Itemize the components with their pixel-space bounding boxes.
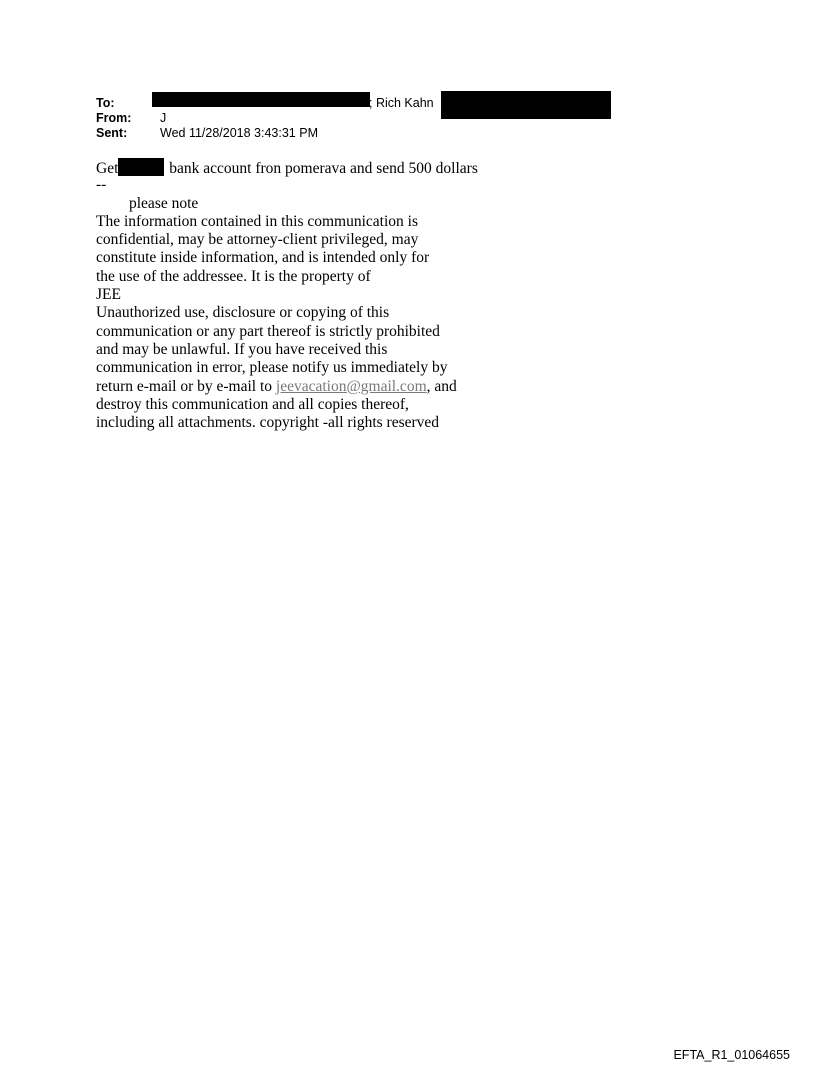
disclaimer-line: communication or any part thereof is strictly prohibited [96, 322, 440, 340]
return-suffix: , and [426, 377, 457, 395]
redaction-block [152, 92, 370, 107]
disclaimer-line: JEE [96, 286, 121, 304]
disclaimer-line: and may be unlawful. If you have received this [96, 340, 388, 358]
from-label: From: [96, 111, 132, 125]
disclaimer-line: the use of the addressee. It is the property of [96, 267, 371, 285]
please-note: please note [129, 194, 199, 212]
message-get-suffix: bank account fron pomerava and send 500 dollars [165, 160, 478, 177]
to-label: To: [96, 96, 115, 110]
disclaimer-line: including all attachments. copyright -all rights reserved [96, 414, 440, 432]
return-prefix: return e-mail or by e-mail to [96, 377, 276, 395]
to-value [152, 96, 612, 111]
disclaimer-line: confidential, may be attorney-client privileged, may [96, 231, 419, 249]
redaction-block [118, 158, 164, 176]
signature-separator: -- [96, 176, 107, 194]
disclaimer-line: The information contained in this communication is [96, 212, 418, 230]
from-value: J [160, 111, 167, 125]
redaction-block [441, 91, 611, 119]
to-recipient-name: ; Rich Kahn [369, 96, 434, 110]
message-line [96, 158, 516, 176]
disclaimer-line: communication in error, please notify us immediately by [96, 359, 448, 377]
email-link[interactable]: jeevacation@gmail.com [275, 377, 427, 395]
disclaimer-line: constitute inside information, and is intended only for [96, 249, 430, 267]
sent-label: Sent: [96, 126, 128, 140]
sent-value: Wed 11/28/2018 3:43:31 PM [160, 126, 318, 140]
disclaimer-line: Unauthorized use, disclosure or copying of this [96, 304, 390, 322]
bates-number: EFTA_R1_01064655 [673, 1048, 790, 1062]
disclaimer-line [96, 378, 516, 396]
disclaimer-line: destroy this communication and all copies thereof, [96, 395, 409, 413]
email-body [96, 158, 516, 432]
message-get-prefix: Get [96, 160, 119, 177]
